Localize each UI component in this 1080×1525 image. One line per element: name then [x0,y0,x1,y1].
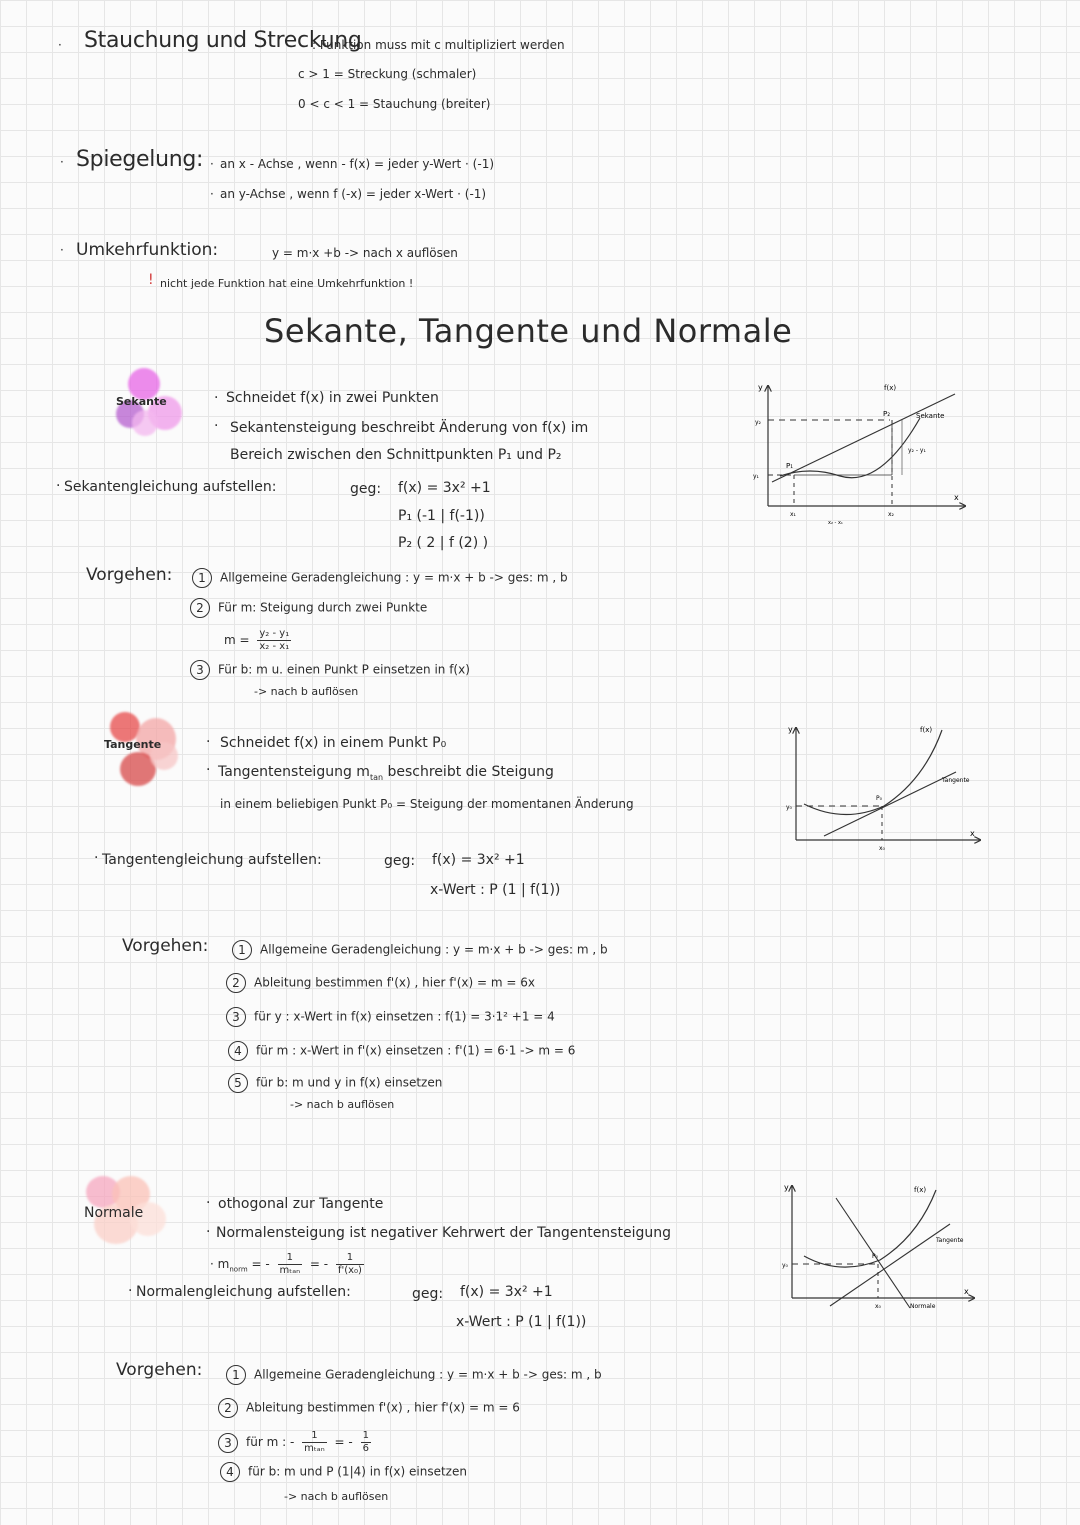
slope-formula: m = $\frac{\text{y₂ - y₁}}{\text{x₂ - x₁}}$ [224,628,290,652]
graph-label-p0: P₀ [876,795,883,802]
sekante-eq-title: Sekantengleichung aufstellen: [64,479,277,495]
umkehr-desc: y = m·x +b -> nach x auflösen [272,246,458,260]
graph-label-normal: Normale [910,1303,936,1310]
normale-step-2: 2 Ableitung bestimmen f'(x) , hier f'(x) = m = 6 [218,1398,520,1418]
tangente-graph [784,720,984,860]
sekante-step-1: 1 Allgemeine Geradengleichung : y = m·x + b -> ges: m , b [192,568,568,588]
normale-graph [780,1180,980,1320]
stauchung-title: Stauchung und Streckung [84,28,362,53]
tangente-point-2: Tangentensteigung $m_{tan}$ beschreibt die Steigung [218,764,554,782]
graph-label-secant: Sekante [916,412,945,420]
graph-label-fx: f(x) [914,1186,927,1194]
bullet-dot: · [206,1195,211,1211]
tangent-line [824,772,956,836]
sekante-geg-f: f(x) = 3x² +1 [398,480,491,496]
bullet-dot: · [210,187,214,201]
function-curve [804,730,942,815]
sekante-step-2: 2 Für m: Steigung durch zwei Punkte [190,598,427,618]
bullet-dot: · [60,243,64,257]
graph-label-y: y [784,1183,789,1192]
tangente-vorgehen-label: Vorgehen: [122,936,209,956]
bullet-dot: · [56,478,61,494]
bullet-dot: · [206,1224,211,1240]
bullet-dot: · [206,762,211,778]
tangente-point-3: in einem beliebigen Punkt P₀ = Steigung der momentanen Änderung [220,797,634,811]
bullet-dot: · [214,390,219,406]
normale-geg-f: f(x) = 3x² +1 [460,1284,553,1300]
graph-label-x: x [964,1287,969,1296]
graph-label-x0: x₀ [879,845,885,852]
stauchung-desc: : Funktion muss mit c multipliziert werden [312,38,565,52]
sekante-point-1: Schneidet f(x) in zwei Punkten [226,390,439,406]
graph-label-dx: x₂ - x₁ [828,520,843,526]
umkehr-warning: nicht jede Funktion hat eine Umkehrfunktion ! [160,277,414,290]
tangente-point-1: Schneidet f(x) in einem Punkt P₀ [220,735,447,751]
tangente-step-1: 1 Allgemeine Geradengleichung : y = m·x + b -> ges: m , b [232,940,608,960]
graph-label-x: x [954,493,959,502]
sekante-geg-p2: P₂ ( 2 | f (2) ) [398,535,489,551]
sekante-badge-label: Sekante [116,395,167,408]
spiegel-x-line: an x - Achse , wenn - f(x) = jeder y-Wert · (-1) [220,157,495,171]
normal-slope-formula: · $m_{norm}$ = - $\frac{1}{\text{mₜₐₙ}}$ = - $\frac{1}{\text{f'(x₀)}}$ [210,1252,362,1276]
bullet-dot: · [60,155,64,169]
function-curve [780,418,920,478]
tangente-geg-x: x-Wert : P (1 | f(1)) [430,882,561,898]
sekante-step-3b: -> nach b auflösen [254,685,359,698]
bullet-dot: · [214,418,219,434]
sekante-point-2a: Sekantensteigung beschreibt Änderung von f(x) im [230,420,589,436]
stauchung-line: 0 < c < 1 = Stauchung (breiter) [298,97,491,111]
normale-step-4: 4 für b: m und P (1|4) in f(x) einsetzen [220,1462,467,1482]
sekante-geg-label: geg: [350,481,382,497]
tangente-step-5b: -> nach b auflösen [290,1098,395,1111]
tangente-geg-f: f(x) = 3x² +1 [432,852,525,868]
normale-point-2: Normalensteigung ist negativer Kehrwert der Tangentensteigung [216,1225,671,1241]
normale-step-3: 3 für m : - $\frac{1}{\text{mₜₐₙ}}$ = - $\frac{1}{6}$ [218,1430,375,1455]
sekante-point-2b: Bereich zwischen den Schnittpunkten P₁ und P₂ [230,447,562,463]
normale-geg-label: geg: [412,1286,444,1302]
tangente-step-5: 5 für b: m und y in f(x) einsetzen [228,1073,442,1093]
sekante-step-3: 3 Für b: m u. einen Punkt P einsetzen in f(x) [190,660,470,680]
graph-label-y: y [758,383,763,392]
tangente-badge-label: Tangente [104,738,162,751]
graph-label-fx: f(x) [920,726,933,734]
sekante-graph [750,378,972,528]
graph-label-p2: P₂ [883,410,891,418]
normale-geg-x: x-Wert : P (1 | f(1)) [456,1314,587,1330]
graph-label-x2: x₂ [888,511,894,518]
graph-label-x1: x₁ [790,511,796,518]
spiegelung-title: Spiegelung: [76,147,204,172]
graph-label-dy: y₂ - y₁ [908,447,926,454]
bullet-dot: · [206,734,211,750]
normale-vorgehen-label: Vorgehen: [116,1360,203,1380]
graph-label-y2: y₂ [755,419,761,426]
graph-label-y: y [788,725,793,734]
umkehr-title: Umkehrfunktion: [76,240,219,260]
function-curve [804,1190,936,1267]
graph-label-p0: P₀ [872,1253,879,1260]
graph-label-fx: f(x) [884,384,897,392]
secant-line [772,394,955,482]
graph-label-tangent: Tangente [942,777,970,784]
normale-step-1: 1 Allgemeine Geradengleichung : y = m·x + b -> ges: m , b [226,1365,602,1385]
spiegel-y-line: an y-Achse , wenn f (-x) = jeder x-Wert · (-1) [220,187,487,201]
normale-step-4b: -> nach b auflösen [284,1490,389,1503]
bullet-dot: · [94,850,99,866]
sekante-geg-p1: P₁ (-1 | f(-1)) [398,508,485,524]
tangent-line [830,1224,950,1306]
normale-point-1: othogonal zur Tangente [218,1196,384,1212]
graph-label-tangent: Tangente [936,1237,964,1244]
graph-label-p1: P₁ [786,462,794,470]
bullet-dot: · [128,1283,133,1299]
page-title: Sekante, Tangente und Normale [264,312,793,350]
tangente-geg-label: geg: [384,853,416,869]
graph-label-y1: y₁ [753,473,759,480]
graph-label-y0: y₀ [786,804,792,811]
graph-label-x0: x₀ [875,1303,881,1310]
tangente-step-2: 2 Ableitung bestimmen f'(x) , hier f'(x) = m = 6x [226,973,535,993]
tangente-step-4: 4 für m : x-Wert in f'(x) einsetzen : f'(1) = 6·1 -> m = 6 [228,1041,575,1061]
normale-badge-label: Normale [84,1205,144,1221]
streckung-line: c > 1 = Streckung (schmaler) [298,67,477,81]
normale-eq-title: Normalengleichung aufstellen: [136,1284,351,1300]
graph-label-x: x [970,829,975,838]
sekante-vorgehen-label: Vorgehen: [86,565,173,585]
tangente-step-3: 3 für y : x-Wert in f(x) einsetzen : f(1) = 3·1² +1 = 4 [226,1007,555,1027]
tangente-eq-title: Tangentengleichung aufstellen: [102,852,322,868]
bullet-dot: · [58,38,62,52]
bullet-dot: · [210,157,214,171]
warning-mark: ! [148,272,154,288]
graph-label-y0: y₀ [782,1262,788,1269]
